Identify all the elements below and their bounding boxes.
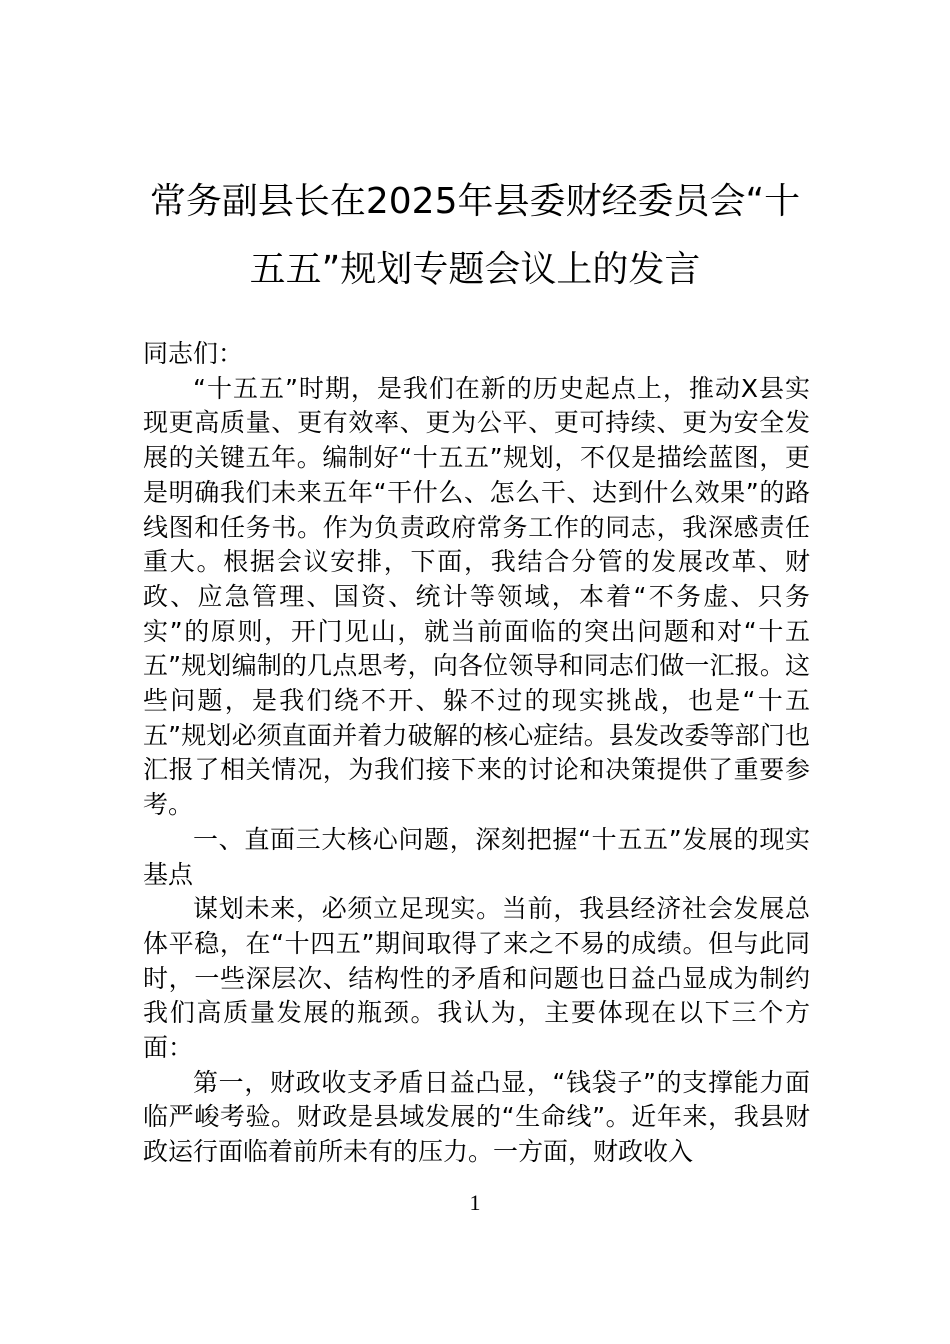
intro-paragraph: “十五五”时期，是我们在新的历史起点上，推动X县实现更高质量、更有效率、更为公平、更可持续、更为安全发展的关键五年。编制好“十五五”规划，不仅是描绘蓝图，更是明确我们未来五年“干什么、怎么干、达到什么效果”的路线图和任务书。作为负责政府常务工作的同志，我深感责任重大。根据会议安排，下面，我结合分管的发展改革、财政、应急管理、国资、统计等领域，本着“不务虚、只务实”的原则，开门见山，就当前面临的突出问题和对“十五五”规划编制的几点思考，向各位领导和同志们做一汇报。这些问题，是我们绕不开、躲不过的现实挑战，也是“十五五”规划必须直面并着力破解的核心症结。县发改委等部门也汇报了相关情况，为我们接下来的讨论和决策提供了重要参考。	[143, 373, 810, 820]
section-heading: 一、直面三大核心问题，深刻把握“十五五”发展的现实基点	[143, 824, 810, 889]
section-paragraph: 第一，财政收支矛盾日益凸显，“钱袋子”的支撑能力面临严峻考验。财政是县域发展的“生命线”。近年来，我县财政运行面临着前所未有的压力。一方面，财政收入	[143, 1067, 810, 1167]
section-paragraph: 谋划未来，必须立足现实。当前，我县经济社会发展总体平稳，在“十四五”期间取得了来之不易的成绩。但与此同时，一些深层次、结构性的矛盾和问题也日益凸显成为制约我们高质量发展的瓶颈。我认为，主要体现在以下三个方面：	[143, 894, 810, 1063]
page-number: 1	[469, 1190, 481, 1215]
document-title: 常务副县长在2025年县委财经委员会“十五五”规划专题会议上的发言	[149, 181, 801, 290]
salutation: 同志们：	[143, 339, 244, 368]
document-body	[143, 337, 810, 1170]
